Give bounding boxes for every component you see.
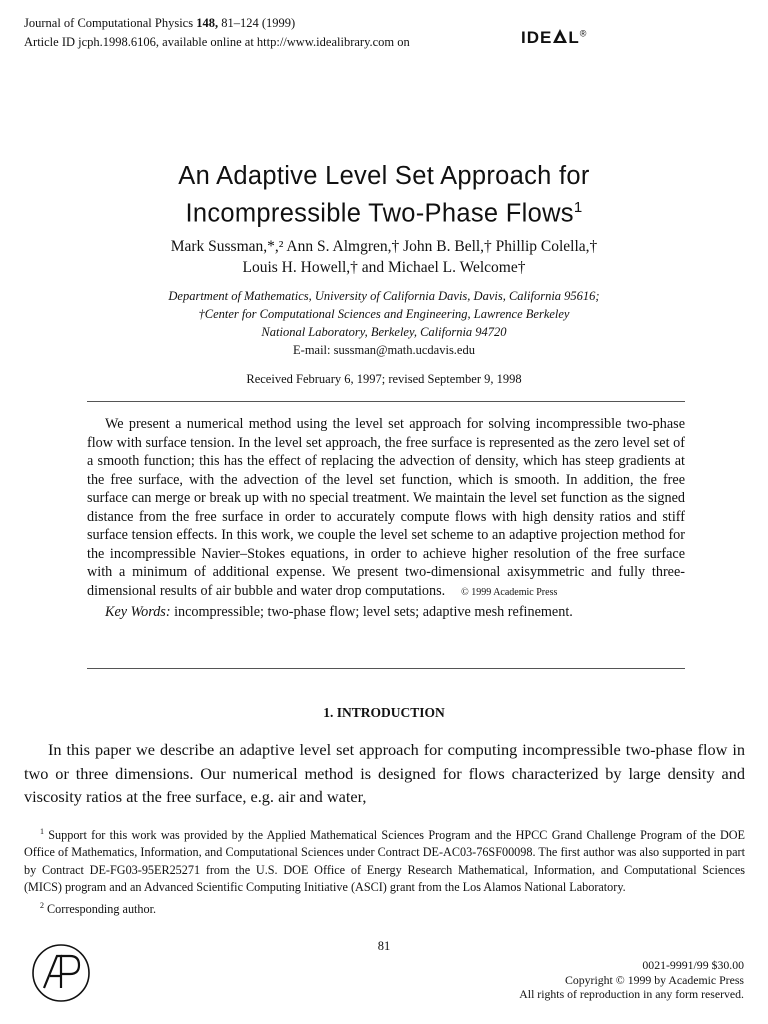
abstract-top-rule (87, 401, 685, 402)
received-dates: Received February 6, 1997; revised September 9, 1998 (246, 372, 522, 386)
journal-citation (24, 14, 410, 33)
section-heading: 1. INTRODUCTION (323, 705, 445, 720)
journal-volume: 148, (196, 16, 219, 30)
abstract-copyright: © 1999 Academic Press (461, 586, 558, 598)
affiliation-line-2: †Center for Computational Sciences and Engineering, Lawrence Berkeley (198, 307, 570, 321)
introduction-paragraph: In this paper we describe an adaptive level set approach for computing incompressible two-phase flow in two or three dimensions. Our numerical method is designed for flows characterized by large density and viscosity ratios at the free surface, e.g. air and water, (24, 740, 745, 806)
abstract-paragraph (87, 415, 685, 602)
paper-title (0, 161, 768, 230)
journal-header (24, 14, 410, 52)
affiliation-line-1: Department of Mathematics, University of California Davis, Davis, California 95616; (168, 289, 600, 303)
title-line-1: An Adaptive Level Set Approach for (178, 162, 590, 190)
page-number: 81 (377, 939, 391, 953)
introduction-body (24, 738, 745, 809)
author-list (0, 236, 768, 278)
abstract-text: We present a numerical method using the level set approach for solving incompressible two-phase flow with surface tension. In the level set approach, the free surface is represented as the zero level set of a smooth function; this has the effect of replacing the advection of density, which has steep gradients at the free surface, with the advection of the level set function, which is smooth. In addition, the free surface can merge or break up with no special treatment. We maintain the level set function as the signed distance from the free surface in order to accurately compute flows with high density ratios and stiff surface tension effects. In this work, we couple the level set scheme to an adaptive projection method for the incompressible Navier–Stokes equations, in order to achieve higher resolution of the free surface with a minimum of additional expense. We present two-dimensional axisymmetric and fully three-dimensional results of air bubble and water drop computations. (87, 416, 685, 599)
keywords-list: incompressible; two-phase flow; level sets; adaptive mesh refinement. (174, 604, 573, 620)
abstract-bottom-rule (87, 668, 685, 669)
publisher-info (519, 958, 744, 1002)
ideal-logo-end: L (568, 28, 580, 47)
footnote-2 (24, 897, 745, 918)
registered-mark: ® (579, 28, 588, 39)
footnote-1-text: Support for this work was provided by the Applied Mathematical Sciences Program and the HPCC Grand Challenge Program of the DOE Office of Mathematics, Information, and Computational Sciences under Contract DE-AC03-76SF00098. The first author was also supported in part by Contract DE-FG03-95ER25271 from the U.S. DOE Office of Energy Research Mathematical, Information, and Computational Sciences (MICS) program and an Advanced Scientific Computing Initiative (ASCI) grant from the Los Alamos National Laboratory. (24, 828, 746, 895)
issn-price: 0021-9991/99 $30.00 (642, 958, 744, 972)
article-id-line: Article ID jcph.1998.6106, available online at http://www.idealibrary.com on (24, 35, 410, 49)
footnote-2-mark: 2 (40, 900, 44, 910)
footnotes (24, 823, 745, 918)
publisher-copyright: Copyright © 1999 by Academic Press (564, 972, 744, 987)
footnote-2-text: Corresponding author. (47, 901, 157, 916)
ideal-logo (521, 28, 601, 50)
footnote-1 (24, 823, 745, 897)
journal-pages: 81–124 (1999) (221, 16, 296, 30)
journal-name: Journal of Computational Physics (24, 16, 194, 30)
authors-line-1: Mark Sussman,*,² Ann S. Almgren,† John B. Bell,† Phillip Colella,† (170, 238, 598, 255)
affiliations (0, 287, 768, 359)
title-line-2-text: Incompressible Two-Phase Flows (185, 199, 574, 228)
title-line-2 (0, 192, 768, 230)
ideal-logo-mark (552, 28, 568, 44)
title-footnote-mark: 1 (573, 199, 583, 216)
rights-statement: All rights of reproduction in any form reserved. (519, 987, 744, 1001)
keywords-label: Key Words: (105, 604, 171, 620)
affiliation-line-3: National Laboratory, Berkeley, California 94720 (261, 325, 507, 339)
authors-line-2: Louis H. Howell,† and Michael L. Welcome† (242, 259, 526, 276)
footnote-1-mark: 1 (40, 827, 44, 836)
keywords (87, 603, 685, 622)
academic-press-logo (30, 942, 92, 1004)
ideal-logo-text: IDE (521, 28, 553, 47)
abstract (87, 415, 685, 622)
author-email: E-mail: sussman@math.ucdavis.edu (293, 343, 475, 357)
